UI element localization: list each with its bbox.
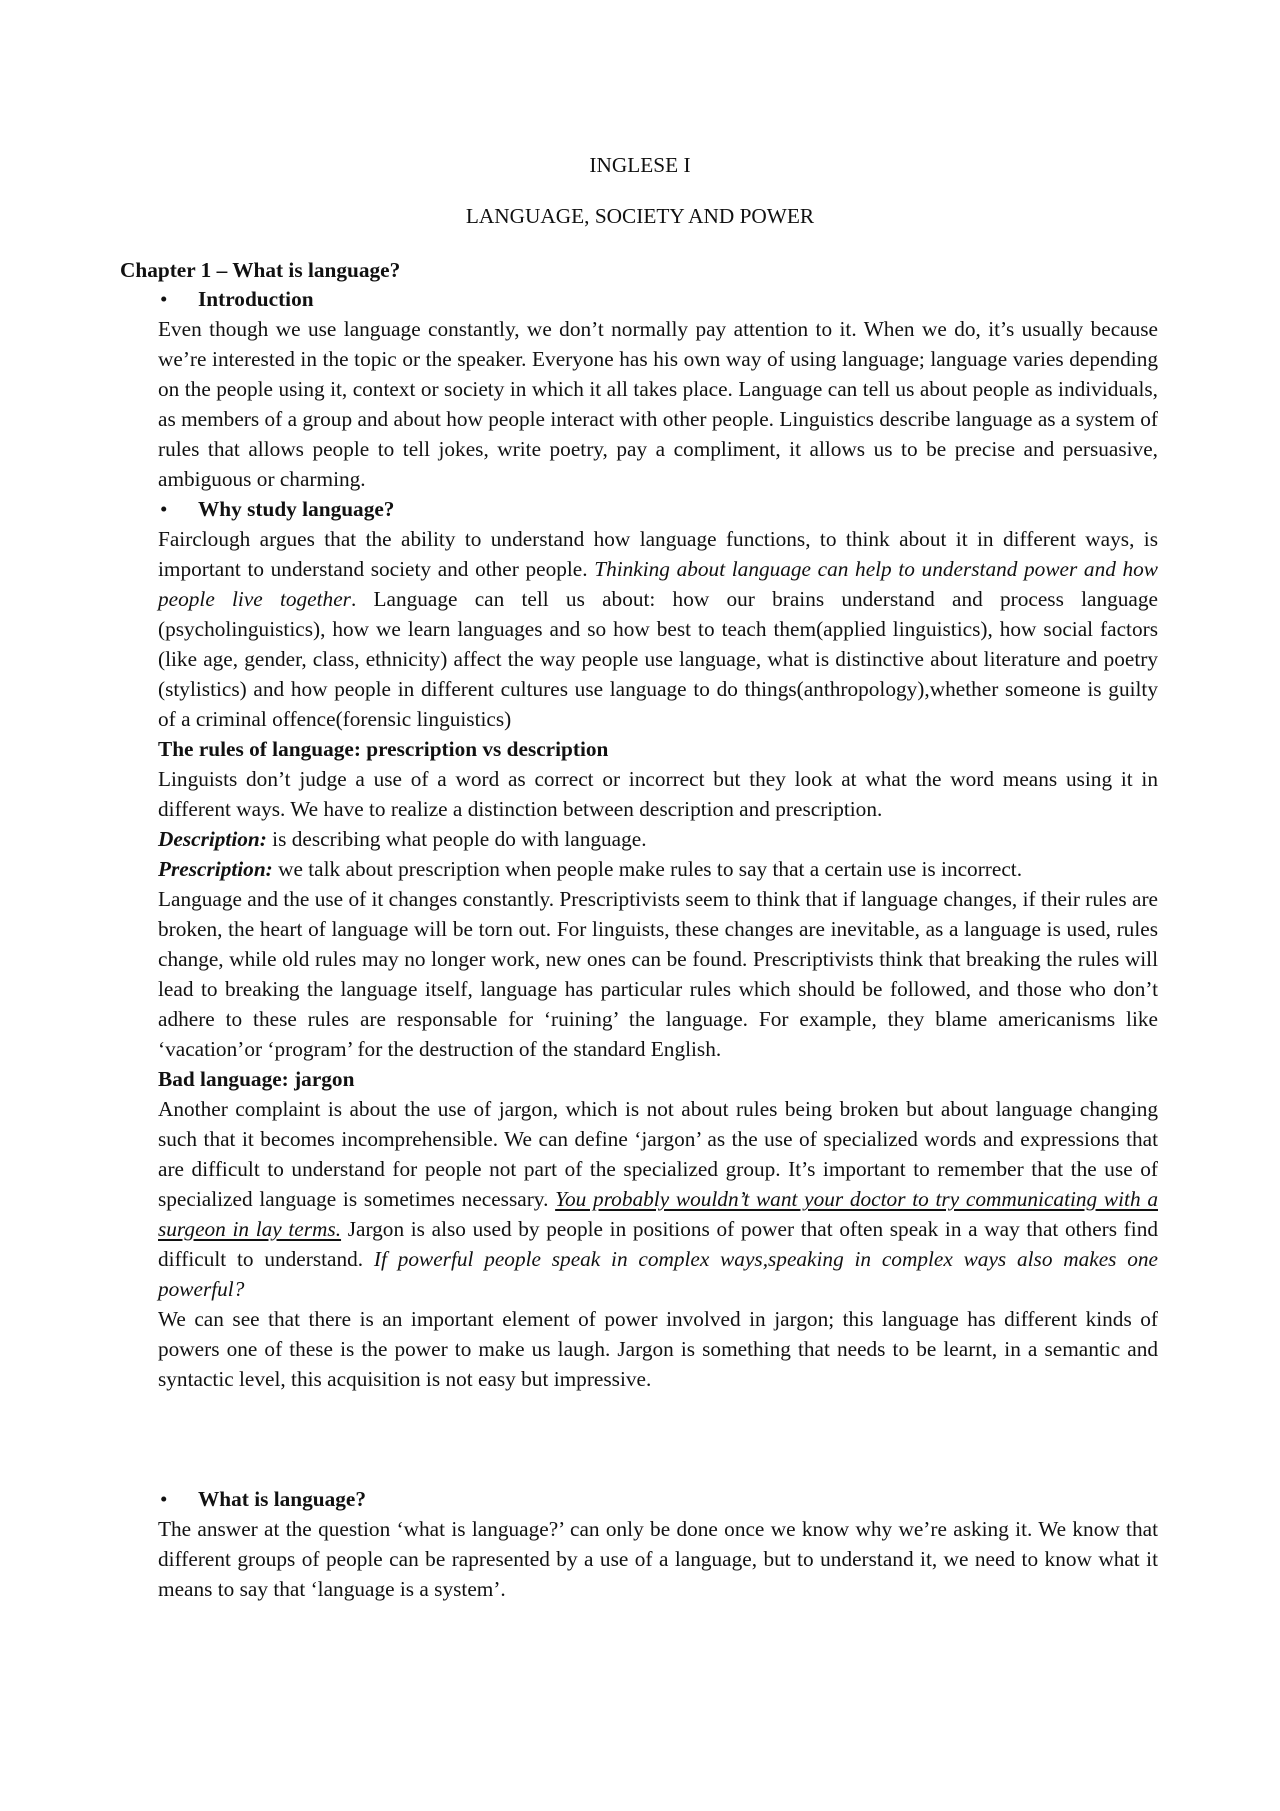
paragraph-text: . Language can tell us about: how our brains understand and process language (psycholinguistics), how we learn languages and so how best to teach them(applied linguistics), how social factors (like age, gender, class, ethnicity) affect the way people use language, what is distinctive about literature and poetry (stylistics) and how people in different cultures use language to do things(anthropology),whether someone is guilty of a criminal offence(forensic linguistics) (158, 587, 1158, 731)
definition-term: Description: (158, 827, 267, 851)
jargon-paragraph-2: We can see that there is an important element of power involved in jargon; this language has different kinds of powers one of these is the power to make us laugh. Jargon is something that needs to be learnt, in a semantic and syntactic level, this acquisition is not easy but impressive. (158, 1307, 1158, 1391)
paragraph-text: Another complaint is about the use of jargon, which is not about rules being broken but about language changing such that it becomes incomprehensible. We can define ‘jargon’ as the use of specialized words and expressions that are difficult to understand for people not part of the specialized group. It’s important to remember that the use of specialized language is sometimes necessary. (158, 1097, 1158, 1211)
definition-text: is describing what people do with language. (266, 827, 647, 851)
document-body (158, 284, 1158, 1604)
intro-paragraph: Even though we use language constantly, we don’t normally pay attention to it. When we do, it’s usually because we’re interested in the topic or the speaker. Everyone has his own way of using language; language varies depending on the people using it, context or society in which it all takes place. Language can tell us about people as individuals, as members of a group and about how people interact with other people. Linguistics describe language as a system of rules that allows people to tell jokes, write poetry, pay a compliment, it allows us to be precise and persuasive, ambiguous or charming. (158, 317, 1158, 491)
bullet-icon: • (160, 1487, 168, 1511)
rules-paragraph-2: Language and the use of it changes constantly. Prescriptivists seem to think that if language changes, if their rules are broken, the heart of language will be torn out. For linguists, these changes are inevitable, as a language is used, rules change, while old rules may no longer work, new ones can be found. Prescriptivists think that breaking the rules will lead to breaking the language itself, language has particular rules which should be followed, and those who don’t adhere to these rules are responsable for ‘ruining’ the language. For example, they blame americanisms like ‘vacation’or ‘program’ for the destruction of the standard English. (158, 887, 1158, 1061)
section-heading-what-is-language (158, 1484, 1158, 1514)
jargon-paragraph (158, 1094, 1158, 1304)
paragraph-text: Fairclough argues that the ability to understand how language functions, to think about it in different ways, is important to understand society and other people. (158, 527, 1158, 581)
prescription-definition (158, 854, 1158, 884)
vertical-spacer (158, 1394, 1158, 1484)
document-title: INGLESE I (589, 153, 691, 177)
section-heading-introduction (158, 284, 1158, 314)
bullet-icon: • (160, 497, 168, 521)
heading-text: Why study language? (198, 497, 395, 521)
heading-text: Introduction (198, 287, 314, 311)
paragraph-text: Jargon is also used by people in positions of power that often speak in a way that others find difficult to understand. (158, 1217, 1158, 1271)
section-heading-jargon: Bad language: jargon (158, 1067, 355, 1091)
heading-text: What is language? (198, 1487, 367, 1511)
definition-text: we talk about prescription when people make rules to say that a certain use is incorrect. (272, 857, 1023, 881)
chapter-heading: Chapter 1 – What is language? (120, 258, 401, 282)
document-subtitle: LANGUAGE, SOCIETY AND POWER (465, 204, 815, 228)
description-definition (158, 824, 1158, 854)
bullet-icon: • (160, 287, 168, 311)
what-is-language-paragraph: The answer at the question ‘what is language?’ can only be done once we know why we’re asking it. We know that different groups of people can be rapresented by a use of a language, but to understand it, we need to know what it means to say that ‘language is a system’. (158, 1517, 1158, 1601)
definition-term: Prescription: (158, 857, 273, 881)
italic-text: Thinking about language can help to understand power and how people live together (158, 557, 1159, 611)
rules-paragraph: Linguists don’t judge a use of a word as correct or incorrect but they look at what the word means using it in different ways. We have to realize a distinction between description and prescription. (158, 767, 1158, 821)
section-heading-why-study (158, 494, 1158, 524)
italic-text: If powerful people speak in complex ways,speaking in complex ways also makes one powerful? (158, 1247, 1158, 1301)
italic-text: You probably wouldn’t want your doctor to try communicating with a surgeon in lay terms. (158, 1187, 1158, 1241)
why-study-paragraph (158, 524, 1158, 734)
section-heading-rules: The rules of language: prescription vs description (158, 737, 609, 761)
